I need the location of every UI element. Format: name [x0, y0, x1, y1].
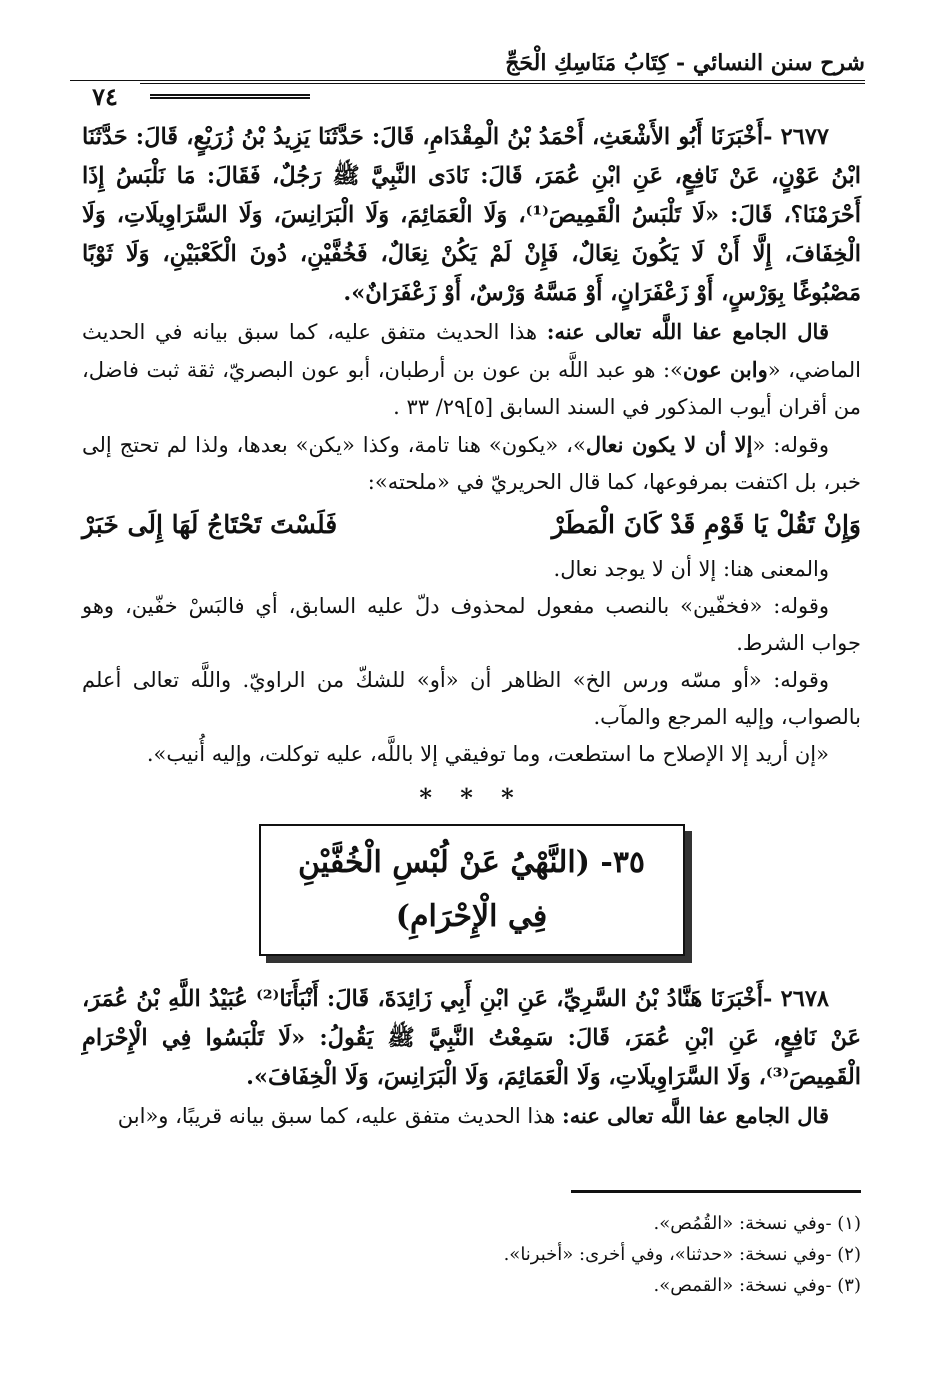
commentary-text-cont: »: هو عبد اللَّه بن عون بن أرطبان، أبو عون البصريّ، ثقة ثبت فاضل، من أقران أيوب المذكور في السند السابق [٥]٢٩/ ٣٣ .: [82, 358, 861, 419]
page-number-block: [70, 82, 310, 111]
main-text: [82, 118, 861, 1135]
explanation-text: »، «يكون» هنا تامة، وكذا «يكن» بعدها، ولذا لم تحتج إلى خبر، بل اكتفت بمرفوعها، كما قال الحريريّ في «ملحته»:: [82, 433, 861, 494]
commentary-text: هذا الحديث متفق عليه، كما سبق بيانه في الحديث الماضي، «: [82, 320, 862, 382]
khuffayn-paragraph: وقوله: «فخفّين» بالنصب مفعول لمحذوف دلّ عليه السابق، أي فالبَسْ خفّين، وهو جواب الشرط.: [82, 594, 861, 655]
commentary-bold: وابن عون: [682, 357, 768, 382]
footnote-2: (٢) -وفي نسخة: «حدثنا»، وفي أخرى: «أخبرنا».: [503, 1244, 861, 1265]
explanation-prefix: وقوله: «: [752, 433, 829, 457]
closing-prayer: «إن أريد إلا الإصلاح ما استطعت، وما توفيقي إلا باللَّه، عليه توكلت، وإليه أُنيب».: [146, 742, 829, 766]
chapter-heading-box: ٣٥- (النَّهْيُ عَنْ لُبْسِ الْخُفَّيْنِ فِي الْإِحْرَامِ): [259, 824, 685, 956]
meaning-paragraph: والمعنى هنا: إلا أن لا يوجد نعال.: [553, 557, 829, 581]
explanation-paragraph: [82, 426, 861, 501]
verse-first-hemistich: وَإِنْ تَقُلْ يَا قَوْمِ قَدْ كَانَ الْمَطَرْ: [551, 510, 861, 539]
running-header-title: شرح سنن النسائي - كِتَابُ مَنَاسِكِ الْحَجِّ: [505, 50, 865, 76]
explanation-bold: إلا أن لا يكون نعال: [585, 432, 753, 457]
footnotes: [82, 1208, 861, 1301]
commentary-text-2: هذا الحديث متفق عليه، كما سبق بيانه قريبًا، و«ابن: [117, 1104, 556, 1128]
page-number: ٧٤: [70, 82, 140, 111]
hadith-2677: ٢٦٧٧ -أَخْبَرَنَا أَبُو الأَشْعَثِ، أَحْمَدُ بْنُ الْمِقْدَامِ، قَالَ: حَدَّثَنَا يَزِيدُ بْنُ زُرَيْعٍ، قَالَ: حَدَّثَنَا ابْنُ عَوْنٍ، عَنْ نَافِعٍ، عَنِ ابْنِ عُمَرَ، قَالَ: نَادَى النَّبِيَّ ﷺ رَجُلٌ، فَقَالَ: مَا نَلْبَسُ إِذَا أَحْرَمْنَا؟، قَالَ: «لَا تَلْبَسُ الْقَمِيصَ⁽¹⁾، وَلَا الْعَمَائِمَ، وَلَا الْبَرَانِسَ، وَلَا السَّرَاوِيلَاتِ، وَلَا الْخِفَافَ، إِلَّا أَنْ لَا يَكُونَ نِعَالٌ، فَإِنْ لَمْ يَكُنْ نِعَالٌ، فَخُفَّيْنِ، دُونَ الْكَعْبَيْنِ، وَلَا ثَوْبًا مَصْبُوغًا بِوَرْسٍ، أَوْ زَعْفَرَانٍ، أَوْ مَسَّهُ وَرْسٌ، أَوْ زَعْفَرَانٌ».: [82, 124, 861, 306]
commentary-label-2: قال الجامع عفا اللَّه تعالى عنه:: [561, 1103, 829, 1128]
verse-second-hemistich: فَلَسْتَ تَحْتَاجُ لَهَا إِلَى خَبَرْ: [82, 510, 338, 539]
chapter-heading-wrapper: [82, 824, 861, 956]
commentary-paragraph: [82, 313, 861, 426]
footnote-1: (١) -وفي نسخة: «القُمُص».: [653, 1213, 861, 1234]
poetry-verse: [82, 505, 861, 545]
footnote-rule: [571, 1190, 861, 1193]
page-number-rule: [150, 94, 310, 99]
hadith-2678: ٢٦٧٨ -أَخْبَرَنَا هَنَّادُ بْنُ السَّرِيِّ، عَنِ ابْنِ أَبِي زَائِدَةَ، قَالَ: أَنْبَأَنَا⁽²⁾ عُبَيْدُ اللَّهِ بْنُ عُمَرَ، عَنْ نَافِعٍ، عَنِ ابْنِ عُمَرَ، قَالَ: سَمِعْتُ النَّبِيَّ ﷺ يَقُولُ: «لَا تَلْبَسُوا فِي الْإِحْرَامِ الْقَمِيصَ⁽³⁾، وَلَا السَّرَاوِيلَاتِ، وَلَا الْعَمَائِمَ، وَلَا الْبَرَانِسَ، وَلَا الْخِفَافَ».: [82, 986, 861, 1090]
commentary-label: قال الجامع عفا اللَّه تعالى عنه:: [546, 319, 829, 344]
running-header: [70, 48, 865, 84]
footnote-3: (٣) -وفي نسخة: «القمص».: [653, 1275, 861, 1296]
section-separator-stars: * * *: [419, 783, 524, 812]
commentary-paragraph-2: [82, 1097, 861, 1135]
doubt-paragraph: وقوله: «أو مسّه ورس الخ» الظاهر أن «أو» للشكّ من الراويّ. واللَّه تعالى أعلم بالصواب، وإليه المرجع والمآب.: [82, 668, 861, 729]
